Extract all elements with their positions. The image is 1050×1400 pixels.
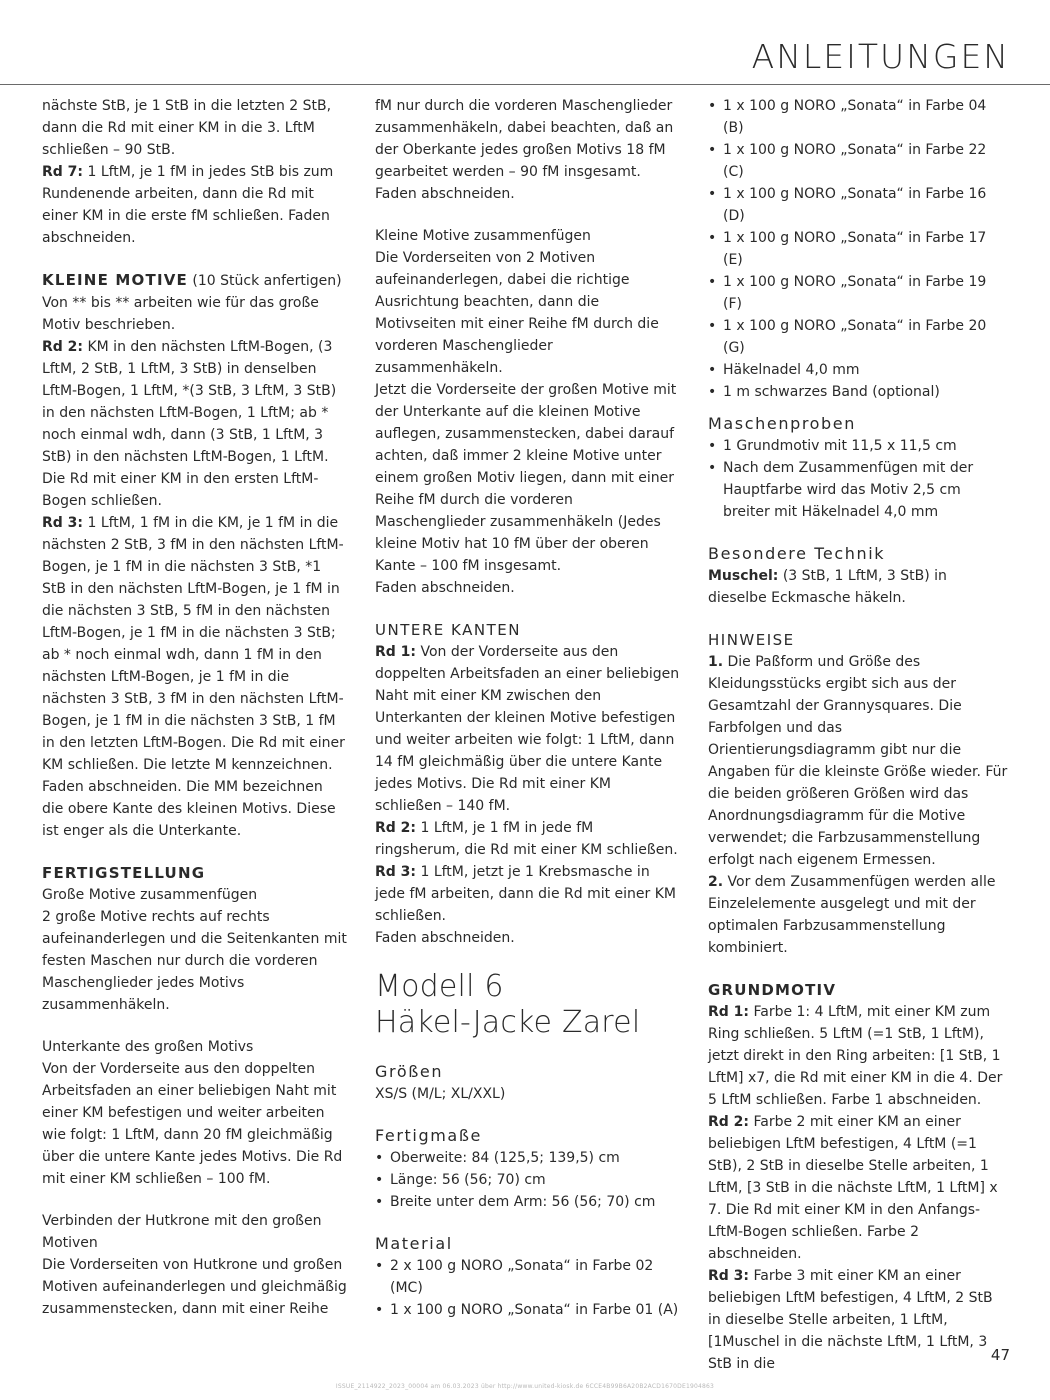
list-item: • Breite unter dem Arm: 56 (56; 70) cm (375, 1191, 681, 1213)
heading-note: (10 Stück anfertigen) (187, 273, 342, 289)
paragraph: fM nur durch die vorderen Maschenglieder zusammenhäkeln, dabei beachten, daß an der Oberkante jedes großen Motivs 18 fM gearbeitet werden – 90 fM insgesamt. Faden abschneiden. (375, 98, 674, 202)
list-item: • 1 x 100 g NORO „Sonata“ in Farbe 22 (C) (708, 139, 1008, 183)
term-text: (3 StB, 1 LftM, 3 StB) in dieselbe Eckmasche häkeln. (708, 568, 947, 606)
list-item: • 1 x 100 g NORO „Sonata“ in Farbe 19 (F) (708, 271, 1008, 315)
heading-besondere-technik: Besondere Technik (708, 544, 886, 563)
list-item: • 1 Grundmotiv mit 11,5 x 11,5 cm (708, 435, 1008, 457)
paragraph: XS/S (M/L; XL/XXL) (375, 1086, 506, 1102)
round-label: Rd 3: (42, 515, 84, 531)
round-label: Rd 3: (708, 1268, 750, 1284)
list-item: • Oberweite: 84 (125,5; 139,5) cm (375, 1147, 681, 1169)
subheading: Kleine Motive zusammenfügen (375, 228, 591, 244)
subheading: Verbinden der Hutkrone mit den großen Motiven (42, 1213, 322, 1251)
note-number: 1. (708, 654, 724, 670)
model-subtitle: Häkel-Jacke Zarel (375, 1005, 641, 1040)
list-item: • 1 x 100 g NORO „Sonata“ in Farbe 04 (B) (708, 95, 1008, 139)
round-label: Rd 3: (375, 864, 417, 880)
round-label: Rd 2: (42, 339, 84, 355)
round-text: 1 LftM, 1 fM in die KM, je 1 fM in die nächsten 2 StB, 3 fM in den nächsten LftM-Bogen, je 1 fM in die nächsten 3 StB, *1 StB in den nächsten LftM-Bogen, je 1 fM in die nächsten 3 StB, 5 fM in den nächsten LftM-Bogen, je 1 fM in die nächsten 3 StB; ab * noch einmal wdh, dann 1 fM in den nächsten LftM-Bogen, je 1 fM in die nächsten 3 StB, 3 fM in den nächsten LftM-Bogen, je 1 fM in die nächsten 3 StB, 1 fM in den letzten LftM-Bogen. Die Rd mit einer KM schließen. Die letzte M kennzeichnen. Faden abschneiden. Die MM bezeichnen die obere Kante des kleinen Motivs. Diese ist enger als die Unterkante. (42, 515, 345, 839)
paragraph (708, 871, 1008, 959)
paragraph: 2 große Motive rechts auf rechts aufeinanderlegen und die Seitenkanten mit festen Maschen nur durch die vorderen Maschenglieder jedes Motivs zusammenhäkeln. (42, 909, 347, 1013)
round-text: 1 LftM, je 1 fM in jedes StB bis zum Rundenende arbeiten, dann die Rd mit einer KM in die erste fM schließen. Faden abschneiden. (42, 164, 334, 246)
column-right (708, 95, 1008, 1375)
round-label: Rd 1: (708, 1004, 750, 1020)
paragraph: Von ** bis ** arbeiten wie für das große Motiv beschrieben. (42, 295, 319, 333)
header-rule (0, 84, 1050, 85)
list-item: • Länge: 56 (56; 70) cm (375, 1169, 681, 1191)
note-text: Vor dem Zusammenfügen werden alle Einzelelemente ausgelegt und mit der optimalen Farbzusammenstellung kombiniert. (708, 874, 996, 956)
round-text: Farbe 1: 4 LftM, mit einer KM zum Ring schließen. 5 LftM (=1 StB, 1 LftM), jetzt direkt in den Ring arbeiten: [1 StB, 1 LftM] x7, die Rd mit einer KM in die 4. Der 5 LftM schließen. Farbe 1 abschneiden. (708, 1004, 1003, 1108)
round-text: Von der Vorderseite aus den doppelten Arbeitsfaden an einer beliebigen Naht mit einer KM zwischen den Unterkanten der kleinen Motive befestigen und weiter arbeiten wie folgt: 1 LftM, dann 14 fM gleichmäßig über die untere Kante jedes Motivs. Die Rd mit einer KM schließen – 140 fM. (375, 644, 680, 814)
paragraph: Jetzt die Vorderseite der großen Motive mit der Unterkante auf die kleinen Motive auflegen, zusammenstecken, dabei darauf achten, daß immer 2 kleine Motive unter einem großen Motiv liegen, dann mit einer Reihe fM durch die vorderen Maschenglieder zusammenhäkeln (Jedes kleine Motiv hat 10 fM über der oberen Kante – 100 fM insgesamt. (375, 382, 677, 574)
list-item: • 1 x 100 g NORO „Sonata“ in Farbe 17 (E) (708, 227, 1008, 271)
paragraph (708, 651, 1008, 871)
round-label: Rd 2: (708, 1114, 750, 1130)
section-title: ANLEITUNGEN (751, 37, 1010, 76)
paragraph: Faden abschneiden. (375, 580, 515, 596)
list-item: • 1 x 100 g NORO „Sonata“ in Farbe 16 (D) (708, 183, 1008, 227)
column-middle (375, 95, 681, 1321)
note-text: Die Paßform und Größe des Kleidungsstücks ergibt sich aus der Gesamtzahl der Grannysquares. Die Farbfolgen und das Orientierungsdiagramm gibt nur die Angaben für die kleinste Größe wieder. Für die beiden größeren Größen wird das Anordnungsdiagramm für die Motive verwendet; die Farbzusammenstellung erfolgt nach eigenem Ermessen. (708, 654, 1008, 868)
round-label: Rd 7: (42, 164, 84, 180)
list-item: • 2 x 100 g NORO „Sonata“ in Farbe 02 (MC) (375, 1255, 681, 1299)
paragraph: Die Vorderseiten von 2 Motiven aufeinanderlegen, dabei die richtige Ausrichtung beachten, dann die Motivseiten mit einer Reihe fM durch die vorderen Maschenglieder zusammenhäkeln. (375, 250, 659, 376)
column-left (42, 95, 348, 1320)
round-text: 1 LftM, je 1 fM in jede fM ringsherum, die Rd mit einer KM schließen. (375, 820, 678, 858)
list-item: • 1 x 100 g NORO „Sonata“ in Farbe 20 (G) (708, 315, 1008, 359)
term-label: Muschel: (708, 568, 779, 584)
model-title: Modell 6 (375, 969, 504, 1004)
round-text: Farbe 2 mit einer KM an einer beliebigen LftM befestigen, 4 LftM (=1 StB), 2 StB in dieselbe Stelle arbeiten, 1 LftM, [3 StB in die nächste LftM, 1 LftM] x 7. Die Rd mit einer KM in den Anfangs-LftM-Bogen schließen. Farbe 2 abschneiden. (708, 1114, 998, 1262)
paragraph (708, 1111, 1008, 1265)
note-number: 2. (708, 874, 724, 890)
heading-maschenproben: Maschenproben (708, 414, 856, 433)
paragraph (42, 161, 348, 249)
paragraph (42, 336, 348, 512)
heading-kleine-motive (42, 269, 348, 292)
paragraph (375, 641, 681, 817)
subheading: Große Motive zusammenfügen (42, 887, 258, 903)
footer-note: ISSUE_2114922_2023_00004 am 06.03.2023 über http://www.united-kiosk.de 6CCE4B99B6A20B2ACD1670DE1904863 (335, 1383, 715, 1390)
paragraph (42, 512, 348, 842)
paragraph (375, 817, 681, 861)
list-item: • 1 m schwarzes Band (optional) (708, 381, 1008, 403)
paragraph: Von der Vorderseite aus den doppelten Arbeitsfaden an einer beliebigen Naht mit einer KM befestigen und weiter arbeiten wie folgt: 1 LftM, dann 20 fM gleichmäßig über die untere Kante jedes Motivs. Die Rd mit einer KM schließen – 100 fM. (42, 1061, 343, 1187)
subheading: Unterkante des großen Motivs (42, 1039, 254, 1055)
heading-fertigmasse: Fertigmaße (375, 1126, 482, 1145)
list-item: • Häkelnadel 4,0 mm (708, 359, 1008, 381)
paragraph: nächste StB, je 1 StB in die letzten 2 StB, dann die Rd mit einer KM in die 3. LftM schließen – 90 StB. (42, 98, 332, 158)
page-number: 47 (990, 1346, 1010, 1364)
paragraph (708, 1001, 1008, 1111)
heading-hinweise: HINWEISE (708, 631, 795, 649)
list-item: • 1 x 100 g NORO „Sonata“ in Farbe 01 (A) (375, 1299, 681, 1321)
heading-material: Material (375, 1234, 453, 1253)
paragraph: Faden abschneiden. (375, 930, 515, 946)
round-text: Farbe 3 mit einer KM an einer beliebigen LftM befestigen, 4 LftM, 2 StB in dieselbe Stelle arbeiten, 1 LftM, [1Muschel in die nächste LftM, 1 LftM, 3 StB in die (708, 1268, 993, 1372)
round-label: Rd 1: (375, 644, 417, 660)
heading-grundmotiv: GRUNDMOTIV (708, 981, 837, 999)
paragraph (708, 565, 1008, 609)
paragraph (708, 1265, 1008, 1375)
paragraph (375, 861, 681, 927)
list-item: • Nach dem Zusammenfügen mit der Hauptfarbe wird das Motiv 2,5 cm breiter mit Häkelnadel 4,0 mm (708, 457, 1008, 523)
heading-fertigstellung: FERTIGSTELLUNG (42, 864, 206, 882)
paragraph: Die Vorderseiten von Hutkrone und großen Motiven aufeinanderlegen und gleichmäßig zusammenstecken, dann mit einer Reihe (42, 1257, 347, 1317)
heading-groessen: Größen (375, 1062, 444, 1081)
heading-untere-kanten: UNTERE KANTEN (375, 621, 521, 639)
round-label: Rd 2: (375, 820, 417, 836)
round-text: KM in den nächsten LftM-Bogen, (3 LftM, 2 StB, 1 LftM, 3 StB) in denselben LftM-Bogen, 1 LftM, *(3 StB, 3 LftM, 3 StB) in den nächsten LftM-Bogen, 1 LftM; ab * noch einmal wdh, dann (3 StB, 1 LftM, 3 StB) in den nächsten LftM-Bogen, 1 LftM. Die Rd mit einer KM in den ersten LftM-Bogen schließen. (42, 339, 337, 509)
heading-text: KLEINE MOTIVE (42, 271, 188, 289)
round-text: 1 LftM, jetzt je 1 Krebsmasche in jede fM arbeiten, dann die Rd mit einer KM schließen. (375, 864, 676, 924)
